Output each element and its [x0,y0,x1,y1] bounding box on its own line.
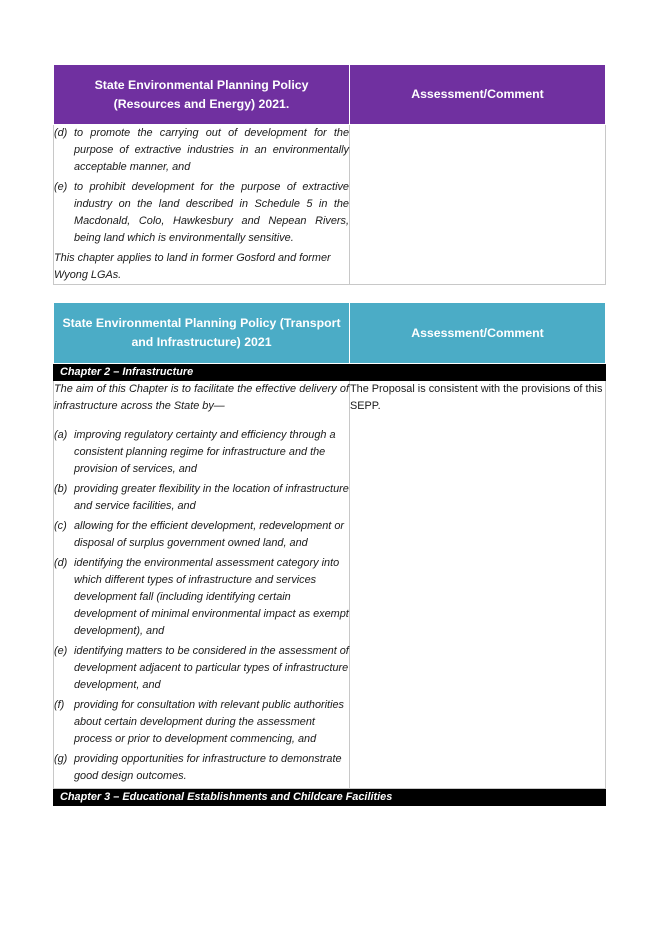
chapter-3-heading: Chapter 3 – Educational Establishments and Childcare Facilities [54,789,606,806]
list-item: (b) providing greater flexibility in the location of infrastructure and service facilities, and [54,483,349,512]
list-item: (c) allowing for the efficient development, redevelopment or disposal of surplus government owned land, and [54,520,345,549]
transport-header-left: State Environmental Planning Policy (Transport and Infrastructure) 2021 [54,303,350,364]
resources-body [54,125,350,285]
list-item: (e) identifying matters to be considered in the assessment of development adjacent to particular types of infrastructure development, and [54,645,349,691]
transport-comment: The Proposal is consistent with the provisions of this SEPP. [350,381,606,789]
list-item: (g) providing opportunities for infrastructure to demonstrate good design outcomes. [54,753,342,782]
transport-body [54,381,350,789]
transport-header-right: Assessment/Comment [350,303,606,364]
transport-intro: The aim of this Chapter is to facilitate the effective delivery of infrastructure across the State by— [54,383,349,412]
list-item: (d) to promote the carrying out of development for the purpose of extractive industries in an environmentally acceptable manner, and [54,127,349,173]
list-item: (f) providing for consultation with relevant public authorities about certain development during the assessment process or prior to development commencing, and [54,699,344,745]
transport-sepp-table [53,302,606,806]
list-item: (e) to prohibit development for the purpose of extractive industry on the land described in Schedule 5 in the Macdonald, Colo, Hawkesbury and Nepean Rivers, being land which is environmentally sensitive. [54,181,349,244]
chapter-2-heading: Chapter 2 – Infrastructure [54,364,606,381]
list-item: (d) identifying the environmental assessment category into which different types of infrastructure and services development fall (including identifying certain development of minimal environmental impact as exempt development), and [54,557,349,637]
resources-header-right: Assessment/Comment [350,65,606,125]
resources-note: This chapter applies to land in former Gosford and former Wyong LGAs. [54,252,331,281]
resources-header-left: State Environmental Planning Policy (Resources and Energy) 2021. [54,65,350,125]
resources-comment [350,125,606,285]
resources-sepp-table [53,64,606,285]
list-item: (a) improving regulatory certainty and efficiency through a consistent planning regime for infrastructure and the provision of services, and [54,429,336,475]
